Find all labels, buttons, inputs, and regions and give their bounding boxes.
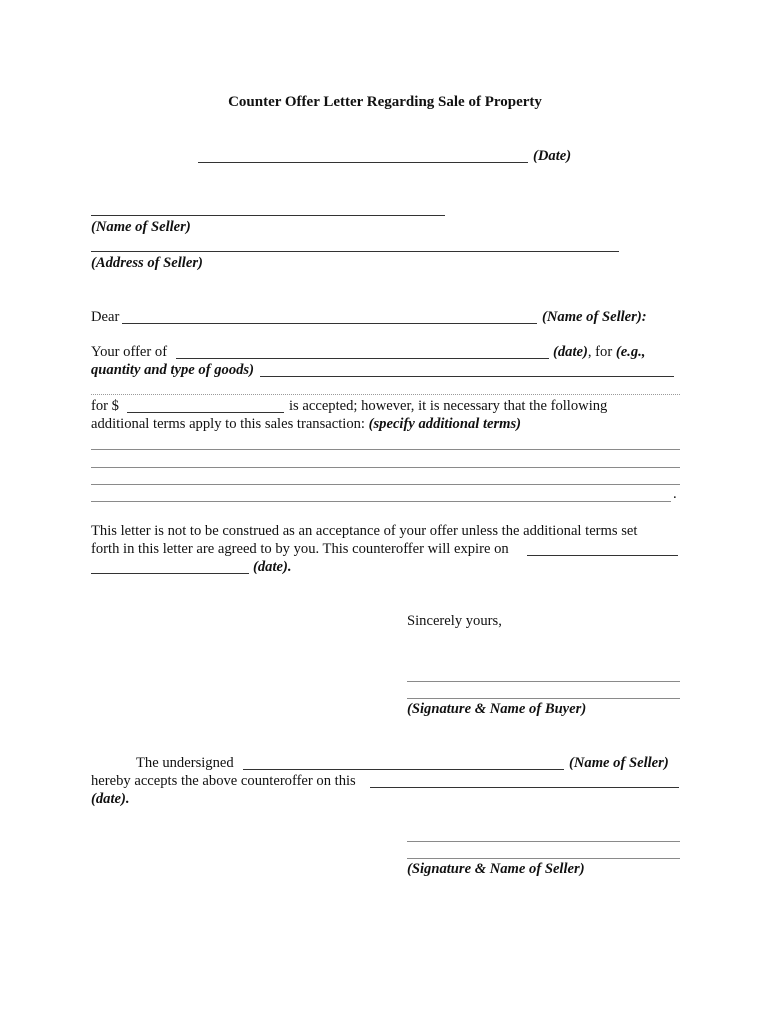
buyer-signature-line[interactable] bbox=[407, 681, 680, 682]
para-date-label: (date). bbox=[253, 559, 292, 575]
seller-name-blank[interactable] bbox=[91, 215, 445, 216]
offer-date-group bbox=[553, 344, 645, 361]
salutation: Dear bbox=[91, 309, 120, 325]
undersigned-label: (Name of Seller) bbox=[569, 755, 669, 771]
seller-name-label: (Name of Seller) bbox=[91, 219, 191, 235]
specify-terms-label: (specify additional terms) bbox=[368, 416, 522, 432]
terms-line[interactable] bbox=[91, 484, 680, 485]
offer-eg-label: (e.g., bbox=[615, 344, 646, 360]
salutation-label: (Name of Seller): bbox=[542, 309, 647, 325]
closing: Sincerely yours, bbox=[407, 613, 502, 629]
amount-blank[interactable] bbox=[127, 412, 284, 413]
offer-goods-blank[interactable] bbox=[260, 376, 674, 377]
expiry-blank-1[interactable] bbox=[527, 555, 678, 556]
offer-goods-label: quantity and type of goods) bbox=[91, 362, 254, 378]
para-line-2: forth in this letter are agreed to by you. This counteroffer will expire on bbox=[91, 541, 509, 557]
hereby-date-label: (date). bbox=[91, 791, 130, 807]
date-blank[interactable] bbox=[198, 162, 528, 163]
terms-line[interactable] bbox=[91, 501, 671, 502]
seller-signature-label: (Signature & Name of Seller) bbox=[407, 861, 585, 877]
additional-terms-text bbox=[91, 416, 521, 433]
expiry-blank-2[interactable] bbox=[91, 573, 249, 574]
buyer-signature-label: (Signature & Name of Buyer) bbox=[407, 701, 587, 717]
seller-address-blank[interactable] bbox=[91, 251, 619, 252]
seller-address-label: (Address of Seller) bbox=[91, 255, 203, 271]
seller-signature-line[interactable] bbox=[407, 841, 680, 842]
document-title: Counter Offer Letter Regarding Sale of Property bbox=[228, 94, 542, 110]
accepted-text: is accepted; however, it is necessary that the following bbox=[289, 398, 608, 414]
hereby-text: hereby accepts the above counteroffer on this bbox=[91, 773, 356, 789]
for-dollar-text: for $ bbox=[91, 398, 119, 414]
additional-terms-plain: additional terms apply to this sales transaction: bbox=[91, 416, 365, 432]
hereby-date-blank[interactable] bbox=[370, 787, 679, 788]
terms-line[interactable] bbox=[91, 467, 680, 468]
undersigned-blank[interactable] bbox=[243, 769, 564, 770]
separator-dotted bbox=[91, 394, 680, 395]
offer-prefix: Your offer of bbox=[91, 344, 168, 360]
salutation-blank[interactable] bbox=[122, 323, 537, 324]
undersigned-text: The undersigned bbox=[136, 755, 234, 771]
seller-name-line[interactable] bbox=[407, 858, 680, 859]
offer-date-label: (date) bbox=[553, 344, 588, 360]
para-line-1: This letter is not to be construed as an acceptance of your offer unless the additional terms set bbox=[91, 523, 638, 539]
terms-line[interactable] bbox=[91, 449, 680, 450]
terms-period: . bbox=[673, 486, 677, 502]
offer-for-text: , for bbox=[587, 344, 613, 360]
offer-date-blank[interactable] bbox=[176, 358, 549, 359]
date-label: (Date) bbox=[533, 148, 572, 164]
buyer-name-line[interactable] bbox=[407, 698, 680, 699]
